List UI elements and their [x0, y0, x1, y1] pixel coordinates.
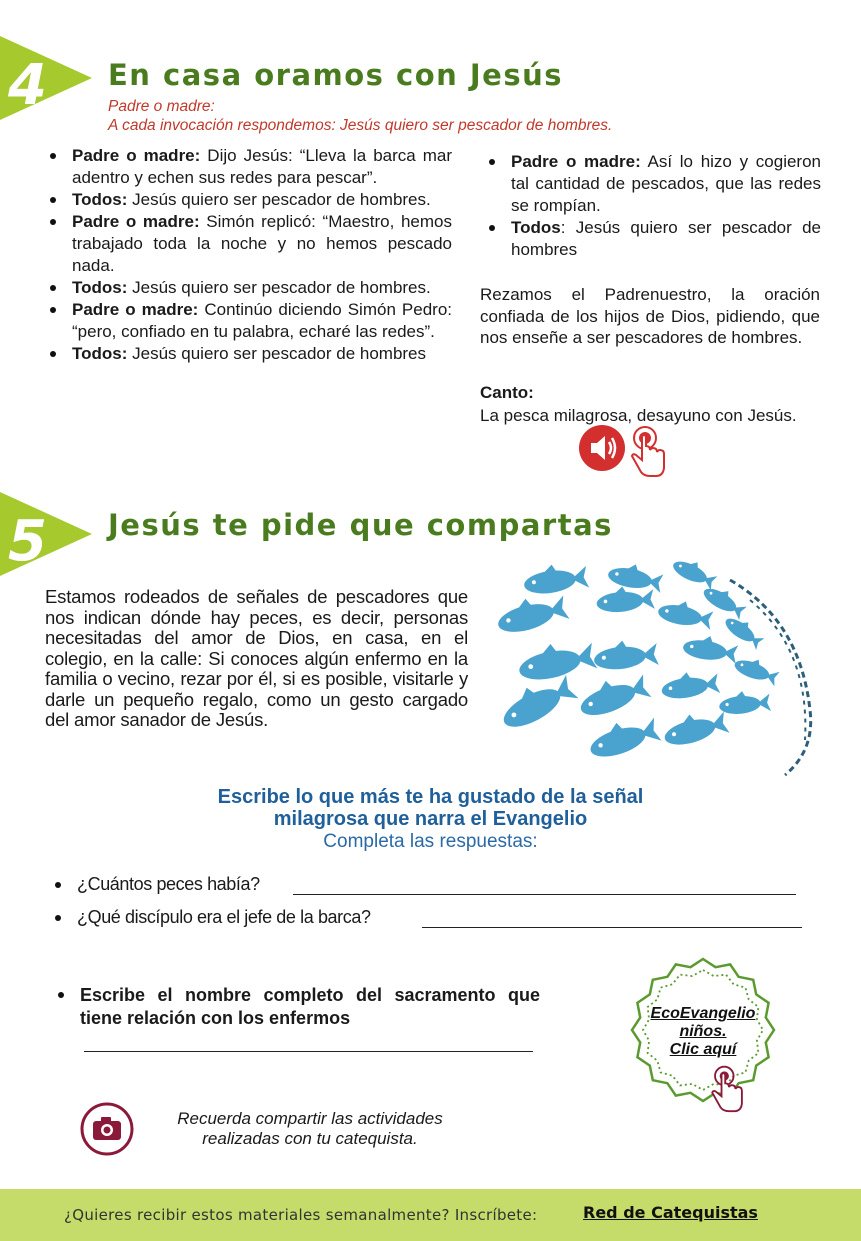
section-5-title: Jesús te pide que compartas	[108, 508, 613, 542]
prayer-left-item	[46, 145, 452, 189]
song-text: La pesca milagrosa, desayuno con Jesús.	[480, 406, 797, 425]
prayer-list-left	[46, 145, 452, 365]
prayer-right-item	[485, 217, 821, 261]
prayer-paragraph: Rezamos el Padrenuestro, la oración confiada de los hijos de Dios, pidiendo, que nos enseñe a ser pescadores de hombres.	[480, 285, 820, 347]
seal-text-1: EcoEvangelio	[650, 1005, 756, 1022]
reminder-line-1: Recuerda compartir las actividades	[177, 1109, 443, 1128]
speaker-label: Padre o madre:	[72, 212, 200, 231]
write-title-1: Escribe lo que más te ha gustado de la señal	[217, 786, 644, 808]
section-5-badge	[0, 492, 95, 581]
section-5-body: Estamos rodeados de señales de pescadores que nos indican dónde hay peces, es decir, personas necesitadas del amor de Dios, en casa, en el colegio, en la calle: Si conoces algún enfermo en la familia o vecino, rezar por él, si es posible, visitarle y darle un pequeño regalo, como un gesto cargado del amor sanador de Jesús.	[45, 586, 468, 730]
answer-3-line[interactable]	[84, 1034, 533, 1052]
question-1	[77, 874, 260, 895]
speaker-label: Padre o madre:	[511, 152, 641, 171]
speaker-text: Simón replicó: “Maestro, hemos trabajado toda la noche y no hemos pescado nada.	[72, 212, 452, 275]
fish-school-illustration	[490, 560, 830, 780]
seal-text-3: Clic aquí	[669, 1041, 737, 1058]
question-1-text: ¿Cuántos peces había?	[77, 874, 260, 894]
write-title-2: milagrosa que narra el Evangelio	[273, 808, 588, 830]
question-2	[77, 907, 371, 928]
answer-2-line[interactable]	[422, 910, 802, 928]
speaker-text: Jesús quiero ser pescador de hombres.	[127, 190, 431, 209]
prayer-list-right	[485, 151, 821, 261]
reminder-line-2: realizadas con tu catequista.	[202, 1129, 418, 1148]
section-4-number: 4	[8, 53, 47, 118]
reminder-text	[150, 1109, 470, 1149]
complete-instruction: Completa las respuestas:	[323, 831, 538, 852]
section-5-number: 5	[8, 509, 47, 574]
speaker-label: Todos:	[72, 344, 128, 363]
speaker-label: Padre o madre:	[72, 300, 199, 319]
speaker-label: Padre o madre:	[72, 146, 201, 165]
prayer-right-item	[485, 151, 821, 217]
song-label: Canto:	[480, 383, 534, 402]
question-3	[80, 984, 540, 1030]
prayer-left-item	[46, 343, 452, 365]
camera-icon	[80, 1102, 134, 1161]
speaker-text: Jesús quiero ser pescador de hombres.	[127, 278, 431, 297]
speaker-label: Todos:	[72, 278, 128, 297]
seal-text-2: niños.	[679, 1023, 727, 1040]
section-4-subtitle-2: A cada invocación respondemos: Jesús quiero ser pescador de hombres.	[108, 117, 613, 134]
answer-1-line[interactable]	[293, 877, 796, 895]
footer-bar	[0, 1189, 861, 1241]
speaker-text: : Jesús quiero ser pescador de hombres	[511, 218, 821, 259]
click-hand-icon	[708, 1063, 748, 1113]
speaker-text: Dijo Jesús: “Lleva la barca mar adentro y echen sus redes para pescar”.	[72, 146, 453, 187]
audio-play-button[interactable]	[578, 424, 628, 479]
section-4-title: En casa oramos con Jesús	[108, 58, 564, 92]
question-2-text: ¿Qué discípulo era el jefe de la barca?	[77, 907, 371, 927]
prayer-left-item	[46, 277, 452, 299]
section-4-subtitle-1: Padre o madre:	[108, 98, 215, 115]
section-4-badge	[0, 36, 95, 125]
prayer-left-item	[46, 189, 452, 211]
speaker-icon	[578, 424, 628, 474]
prayer-left-item	[46, 299, 452, 343]
red-de-catequistas-link[interactable]: Red de Catequistas	[583, 1203, 758, 1222]
speaker-label: Todos	[511, 218, 561, 237]
ecoevangelio-link[interactable]	[630, 955, 776, 1105]
tap-hand-icon[interactable]	[628, 424, 670, 483]
prayer-left-item	[46, 211, 452, 277]
speaker-text: Así lo hizo y cogieron tal cantidad de pescados, que las redes se rompían.	[511, 152, 822, 215]
speaker-text: Continúo diciendo Simón Pedro: “pero, confiado en tu palabra, echaré las redes”.	[72, 300, 452, 341]
question-3-text: Escribe el nombre completo del sacramento que tiene relación con los enfermos	[80, 985, 540, 1028]
footer-text: ¿Quieres recibir estos materiales semanalmente? Inscríbete:	[64, 1206, 538, 1224]
speaker-label: Todos:	[72, 190, 128, 209]
speaker-text: Jesús quiero ser pescador de hombres	[127, 344, 427, 363]
